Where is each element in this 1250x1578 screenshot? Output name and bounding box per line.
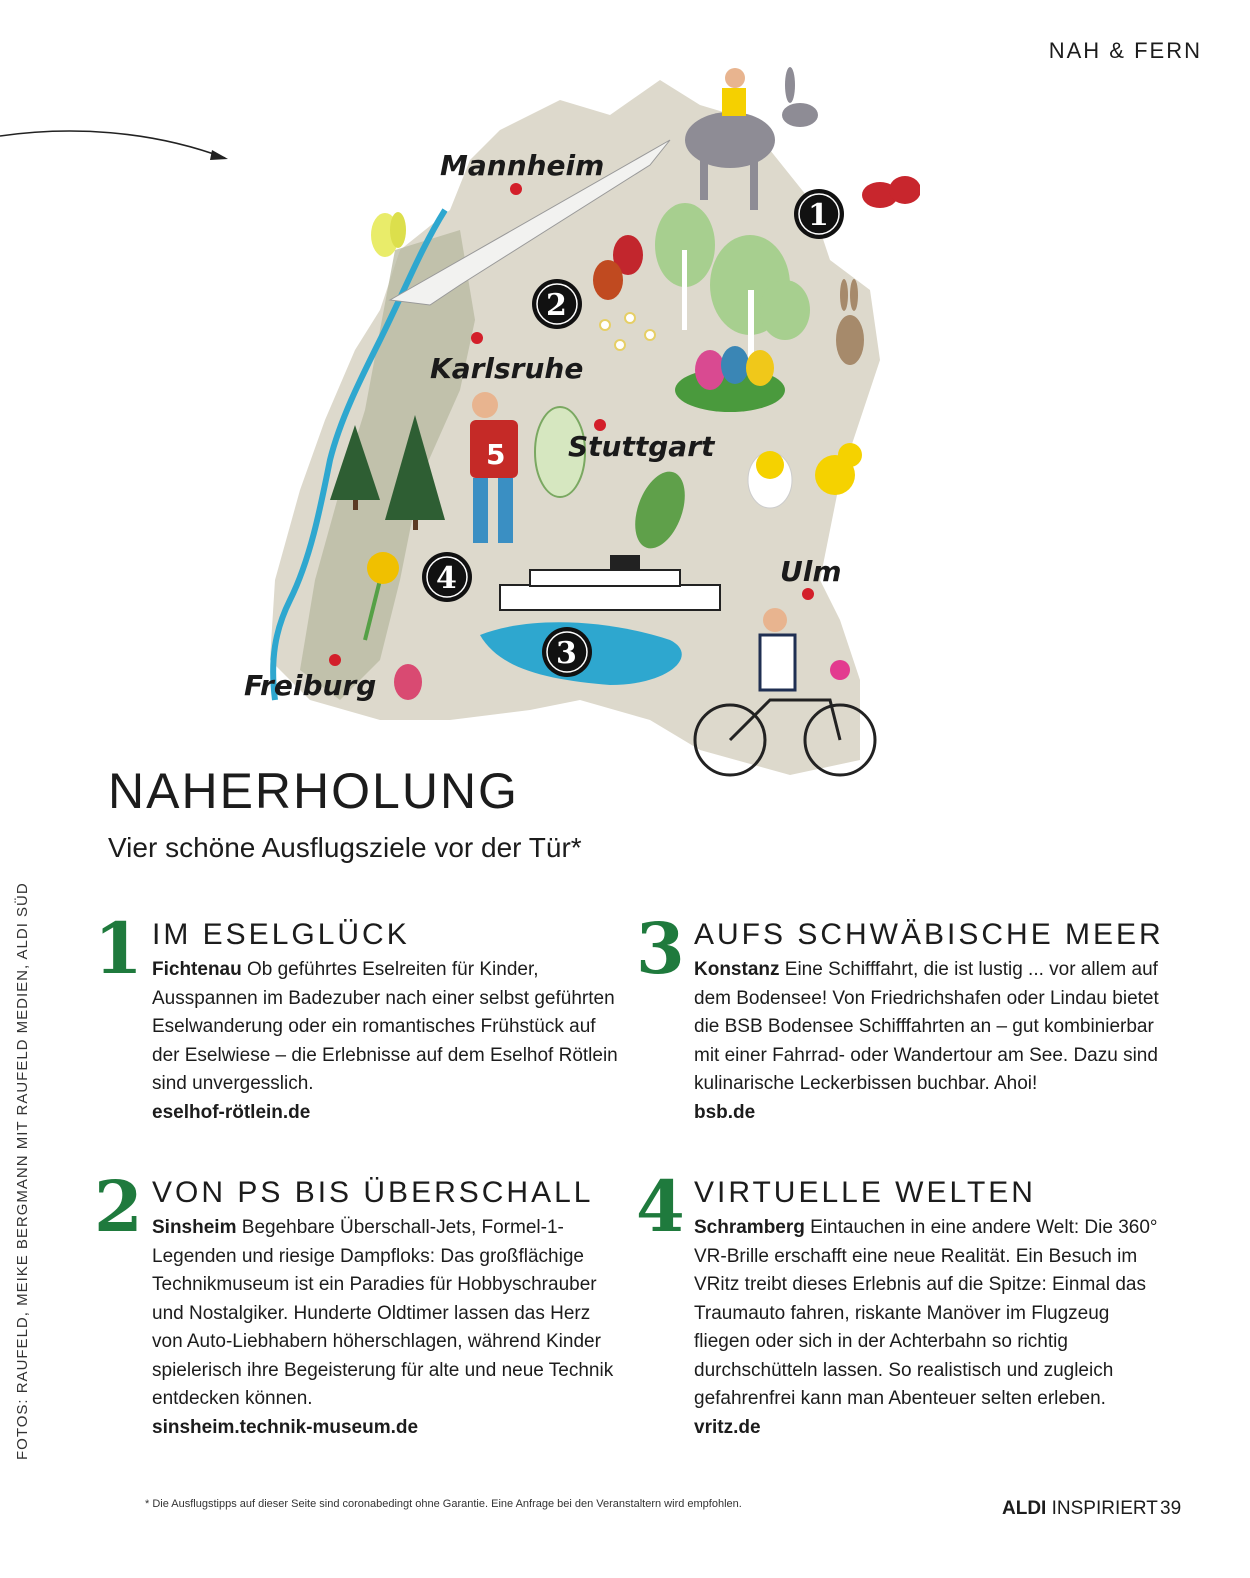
city-label-stuttgart: Stuttgart [568,430,715,463]
tip-title: AUFS SCHWÄBISCHE MEER [694,918,1164,951]
tip-place: Fichtenau [152,959,242,980]
jersey-number: 5 [486,438,506,471]
tip-place: Konstanz [694,959,780,980]
tip-title: IM ESELGLÜCK [152,918,410,951]
map-marker-1 [794,189,844,239]
tip-text: Eintauchen in eine andere Welt: Die 360° VR-Brille erschafft eine neue Realität. Ein Besuch im VRitz treibt dieses Erlebnis auf die Spitze: Einmal das Traumauto fahren, riskante Manöver im Flugzeug fliegen oder sich in der Achterbahn so richtig durchschütteln lassen. So realistisch und zugleich gefahrenfrei kann man Abenteuer selten erleben. [694,1217,1158,1409]
butterfly-red-illustration [862,176,920,208]
tip-link[interactable]: vritz.de [694,1416,761,1438]
tip-place: Schramberg [694,1217,805,1238]
footer-brand-rest: INSPIRIERT [1046,1498,1158,1519]
city-label-ulm: Ulm [780,555,842,588]
svg-text:4: 4 [436,561,457,596]
footer-brand [1002,1498,1158,1520]
egg-pink-illustration [394,664,422,700]
tip-link[interactable]: eselhof-rötlein.de [152,1101,311,1123]
svg-text:2: 2 [546,288,567,323]
section-label: NAH & FERN [1048,38,1202,63]
tip-entry-2 [94,1165,622,1442]
arrow-illustration [0,120,240,170]
tip-place: Sinsheim [152,1217,237,1238]
tip-text: Eine Schifffahrt, die ist lustig ... vor allem auf dem Bodensee! Von Friedrichshafen oder Lindau bietet die BSB Bodensee Schifffahrten an – gut kombinierbar mit einer Fahrrad- oder Wandertour am See. Dazu sind kulinarische Leckerbissen buchbar. Ahoi! [694,959,1159,1094]
city-label-karlsruhe: Karlsruhe [430,352,584,385]
map-marker-2 [532,279,582,329]
egg-dotted-illustration [593,260,623,300]
city-label-mannheim: Mannheim [440,149,605,182]
city-label-freiburg: Freiburg [244,669,377,702]
page-headline: NAHERHOLUNG [108,763,519,819]
tip-text: Begehbare Überschall-Jets, Formel-1-Legenden und riesige Dampfloks: Das großflächige Technikmuseum ist ein Paradies für Hobbyschrauber und Nostalgiker. Hunderte Oldtimer lassen das Herz von Auto-Liebhabern höherschlagen, während Kinder spielerisch ihre Begeisterung für alte und neue Technik entdecken können. [152,1217,614,1409]
city-dot-ulm [802,588,814,600]
svg-text:1: 1 [808,198,829,233]
map-illustration [230,60,920,780]
city-dot-mannheim [510,183,522,195]
svg-text:3: 3 [556,636,577,671]
tip-link[interactable]: bsb.de [694,1101,756,1123]
tip-number: 2 [94,1165,143,1248]
city-dot-karlsruhe [471,332,483,344]
tip-entry-4 [636,1165,1164,1442]
page-number: 39 [1160,1498,1182,1519]
tip-title: VON PS BIS ÜBERSCHALL [152,1176,594,1209]
tip-number: 3 [636,907,685,990]
photo-credit: FOTOS: RAUFELD, MEIKE BERGMANN MIT RAUFELD MEDIEN, ALDI SÜD [14,882,31,1460]
tip-entry-3 [636,907,1164,1127]
tip-number: 1 [94,907,143,990]
tip-entry-1 [94,907,622,1127]
footnote: * Die Ausflugstipps auf dieser Seite sind coronabedingt ohne Garantie. Eine Anfrage bei den Veranstaltern wird empfohlen. [145,1498,742,1510]
tip-title: VIRTUELLE WELTEN [694,1176,1036,1209]
city-dot-freiburg [329,654,341,666]
tip-link[interactable]: sinsheim.technik-museum.de [152,1416,419,1438]
map-marker-4 [422,552,472,602]
footer-brand-bold: ALDI [1002,1498,1047,1519]
map-marker-3 [542,627,592,677]
tip-text: Ob geführtes Eselreiten für Kinder, Ausspannen im Badezuber nach einer selbst geführten Eselwanderung oder ein romantisches Frühstück auf der Eselwiese – die Erlebnisse auf dem Eselhof Rötlein sind unvergesslich. [152,959,618,1094]
tip-number: 4 [636,1165,685,1248]
page-subheadline: Vier schöne Ausflugsziele vor der Tür* [108,832,582,863]
